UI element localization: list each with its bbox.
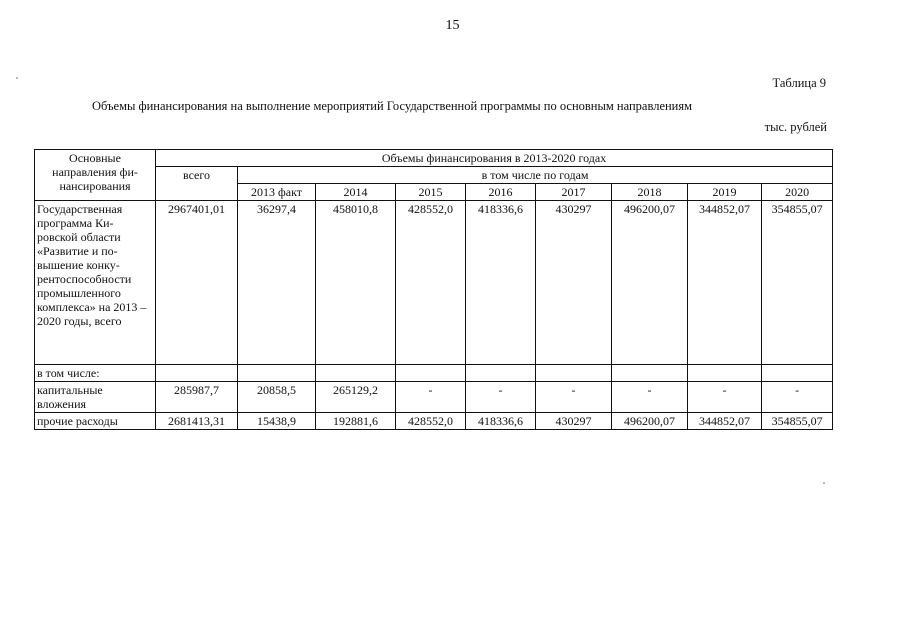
- value-cell: 430297: [536, 201, 612, 365]
- value-cell: 15438,9: [238, 413, 316, 430]
- units-label: тыс. рублей: [764, 120, 827, 134]
- scan-speck: [16, 77, 18, 79]
- value-cell: 418336,6: [466, 201, 536, 365]
- row-label: капитальные вложения: [35, 382, 156, 413]
- header-direction: Основные направления фи-нансирования: [35, 150, 156, 201]
- value-cell: 265129,2: [316, 382, 396, 413]
- value-cell: 428552,0: [396, 201, 466, 365]
- year-header: 2013 факт: [238, 184, 316, 201]
- value-cell: -: [688, 382, 762, 413]
- value-cell: -: [466, 382, 536, 413]
- header-volumes: Объемы финансирования в 2013-2020 годах: [156, 150, 833, 167]
- value-cell: 430297: [536, 413, 612, 430]
- value-cell: 496200,07: [612, 413, 688, 430]
- value-cell: -: [612, 382, 688, 413]
- row-label: Государственная программа Ки-ровской области «Развитие и по-вышение конку-рентоспособности промышленного комплекса» на 2013 – 2020 годы, всего: [35, 201, 156, 365]
- scan-speck: [823, 482, 825, 484]
- value-cell: 344852,07: [688, 201, 762, 365]
- table-row-capital: [35, 382, 833, 413]
- year-header: 2017: [536, 184, 612, 201]
- value-cell: 344852,07: [688, 413, 762, 430]
- header-by-years: в том числе по годам: [238, 167, 833, 184]
- table-row-program: [35, 201, 833, 365]
- year-header: 2018: [612, 184, 688, 201]
- value-cell: 458010,8: [316, 201, 396, 365]
- row-label: в том числе:: [35, 365, 156, 382]
- year-header: 2019: [688, 184, 762, 201]
- table-title: Объемы финансирования на выполнение мероприятий Государственной программы по основным направлениям: [92, 99, 693, 113]
- value-cell: 354855,07: [762, 413, 833, 430]
- value-cell: -: [396, 382, 466, 413]
- value-cell: 418336,6: [466, 413, 536, 430]
- value-cell: 192881,6: [316, 413, 396, 430]
- table-row-including: [35, 365, 833, 382]
- year-header: 2015: [396, 184, 466, 201]
- total-cell: 2681413,31: [156, 413, 238, 430]
- table-label: Таблица 9: [772, 76, 826, 90]
- value-cell: -: [762, 382, 833, 413]
- total-cell: 285987,7: [156, 382, 238, 413]
- table-row-other: [35, 413, 833, 430]
- value-cell: 20858,5: [238, 382, 316, 413]
- year-header: 2016: [466, 184, 536, 201]
- value-cell: 36297,4: [238, 201, 316, 365]
- header-row-1: [35, 150, 833, 167]
- financing-table: [34, 149, 833, 430]
- value-cell: 428552,0: [396, 413, 466, 430]
- value-cell: 354855,07: [762, 201, 833, 365]
- header-total: всего: [156, 167, 238, 201]
- year-header: 2014: [316, 184, 396, 201]
- year-header: 2020: [762, 184, 833, 201]
- page-number: 15: [445, 18, 460, 33]
- value-cell: 496200,07: [612, 201, 688, 365]
- value-cell: -: [536, 382, 612, 413]
- row-label: прочие расходы: [35, 413, 156, 430]
- total-cell: 2967401,01: [156, 201, 238, 365]
